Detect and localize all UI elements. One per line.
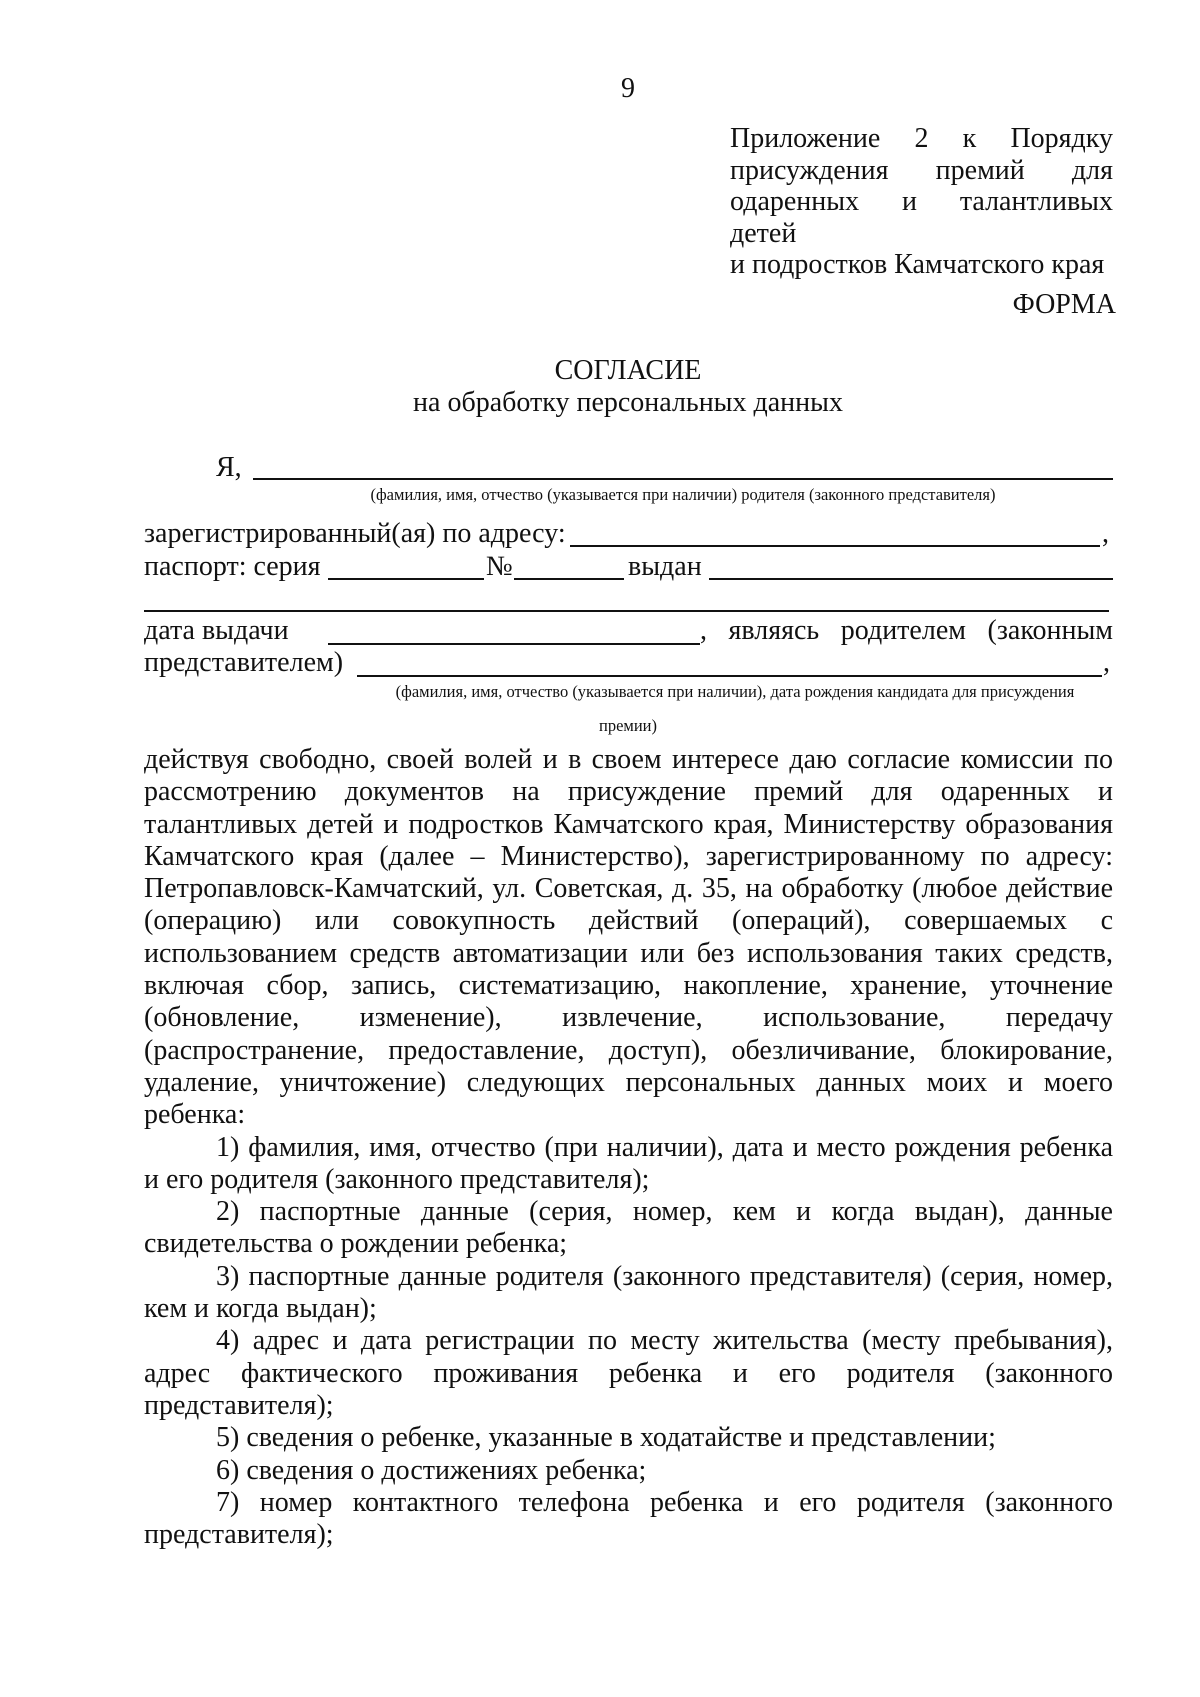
passport-series-label: паспорт: серия [144, 551, 321, 582]
list-item-line: свидетельства о рождении ребенка; [144, 1228, 568, 1260]
document-title: СОГЛАСИЕ [554, 355, 702, 386]
list-item-line: представителя); [144, 1389, 334, 1421]
list-item-line: 7) номер контактного телефона ребенка и его родителя (законного [216, 1486, 1113, 1518]
passport-series-line[interactable] [328, 578, 484, 580]
passport-issued-label: выдан [628, 551, 702, 582]
i-label: Я, [216, 452, 242, 483]
page-number: 9 [621, 73, 635, 104]
list-item-line: кем и когда выдан); [144, 1293, 377, 1325]
list-item-line: 5) сведения о ребенке, указанные в ходатайстве и представлении; [216, 1422, 996, 1454]
appendix-line: Приложение 2 к Порядку [730, 123, 1113, 154]
passport-number-line[interactable] [514, 578, 624, 580]
passport-number-label: № [486, 551, 513, 582]
intro-line: действуя свободно, своей волей и в своем интересе даю согласие комиссии по [144, 744, 1113, 775]
child-info-line[interactable] [357, 675, 1102, 677]
appendix-note [730, 123, 1113, 281]
address-comma: , [1102, 518, 1109, 549]
being-parent-text: , являясь родителем (законным [700, 615, 1113, 646]
intro-line: (распространение, предоставление, доступ), обезличивание, блокирование, [144, 1034, 1113, 1066]
list-item [144, 1196, 1113, 1261]
intro-line: рассмотрению документов на присуждение премий для одаренных и [144, 776, 1113, 808]
list-item-line: 3) паспортные данные родителя (законного представителя) (серия, номер, [216, 1260, 1113, 1292]
intro-line: образования Камчатского края (далее – Министерство), зарегистрированному по [144, 808, 1114, 872]
intro-line: ребенка: [144, 1099, 246, 1131]
list-item [144, 1455, 1113, 1487]
list-item [144, 1261, 1113, 1326]
list-item-line: 2) паспортные данные (серия, номер, кем и когда выдан), данные [216, 1196, 1113, 1228]
list-item [144, 1422, 1113, 1454]
list-item-line: адрес фактического проживания ребенка и его родителя (законного [144, 1357, 1113, 1389]
appendix-line: и подростков Камчатского края [730, 249, 1105, 280]
child-info-caption-continued: премии) [599, 716, 657, 735]
issue-date-line[interactable] [328, 643, 700, 645]
list-item [144, 1132, 1113, 1197]
issue-date-label: дата выдачи [144, 615, 289, 646]
list-item-line: 4) адрес и дата регистрации по месту жительства (месту пребывания), [216, 1325, 1113, 1357]
document-subtitle: на обработку персональных данных [413, 387, 843, 418]
consent-intro-paragraph [144, 744, 1113, 1132]
representative-label: представителем) [144, 647, 344, 678]
child-info-caption: (фамилия, имя, отчество (указывается при наличии), дата рождения кандидата для присуждения [395, 682, 1075, 701]
passport-issued-line-continued[interactable] [144, 610, 1109, 612]
list-item-line: 6) сведения о достижениях ребенка; [216, 1454, 647, 1486]
form-label: ФОРМА [1012, 289, 1116, 320]
list-item [144, 1325, 1113, 1422]
intro-line: использованием средств автоматизации или без использования таких средств, [144, 937, 1113, 969]
address-line[interactable] [570, 545, 1100, 547]
list-item-line: представителя); [144, 1519, 334, 1551]
appendix-line: одаренных и талантливых детей [730, 186, 1113, 249]
appendix-line: присуждения премий для [730, 154, 1113, 186]
consent-body [144, 744, 1113, 1551]
list-item-line: и его родителя (законного представителя); [144, 1163, 650, 1195]
intro-line: талантливых детей и подростков Камчатского края, Министерству [144, 808, 956, 840]
parent-name-line[interactable] [253, 478, 1113, 480]
child-info-comma: , [1103, 647, 1110, 678]
intro-line: включая сбор, запись, систематизацию, накопление, хранение, уточнение [144, 970, 1113, 1002]
intro-line: удаление, уничтожение) следующих персональных данных моих и моего [144, 1066, 1113, 1098]
list-item-line: 1) фамилия, имя, отчество (при наличии), дата и место рождения ребенка [216, 1131, 1113, 1163]
intro-line: (обновление, изменение), извлечение, использование, передачу [144, 1002, 1113, 1034]
list-item [144, 1487, 1113, 1552]
intro-line: адресу: Петропавловск-Камчатский, ул. Советская, д. 35, на обработку (любое [144, 840, 1113, 905]
registered-address-label: зарегистрированный(ая) по адресу: [144, 518, 566, 549]
passport-issued-line[interactable] [709, 578, 1113, 580]
intro-line: действие (операцию) или совокупность действий (операций), совершаемых с [144, 873, 1114, 937]
parent-name-caption: (фамилия, имя, отчество (указывается при наличии) родителя (законного представителя) [370, 485, 996, 504]
